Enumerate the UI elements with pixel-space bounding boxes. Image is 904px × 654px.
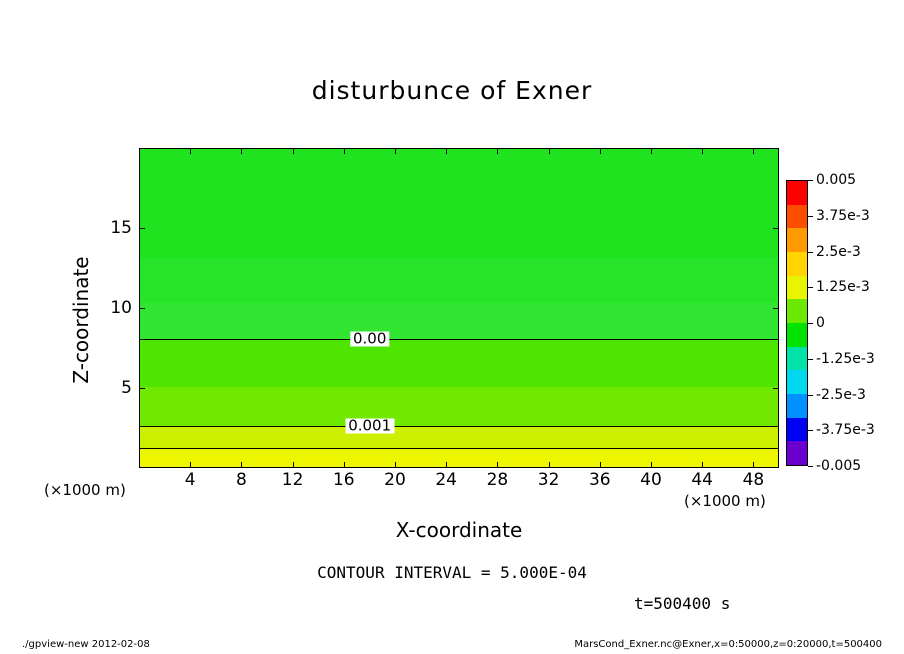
x-tick [344,462,345,468]
x-tick [446,462,447,468]
x-tick-top [190,148,191,154]
colorbar-tick [808,359,813,360]
x-tick [753,462,754,468]
x-tick-label: 28 [486,470,509,490]
footer-right-text: MarsCond_Exner.nc@Exner,x=0:50000,z=0:20000,t=500400 [574,639,882,650]
heatmap-field [140,149,778,467]
x-axis-unit: (×1000 m) [684,492,766,510]
x-tick-top [395,148,396,154]
contour-label: 0.00 [350,332,389,347]
colorbar-segment [787,181,807,205]
colorbar-segment [787,276,807,300]
x-tick [600,462,601,468]
y-tick-label: 5 [121,378,132,398]
z-axis-unit: (×1000 m) [44,481,126,499]
y-tick [139,308,145,309]
contour-line [140,448,778,449]
x-tick-label: 24 [435,470,458,490]
x-tick [549,462,550,468]
colorbar-segment [787,252,807,276]
field-band [140,258,778,303]
colorbar-segment [787,205,807,229]
y-axis-label: Z-coordinate [69,256,93,384]
colorbar-segment [787,228,807,252]
chart-title: disturbunce of Exner [311,76,593,105]
colorbar-segment [787,347,807,371]
colorbar-segment [787,441,807,465]
y-tick-right [773,388,779,389]
colorbar-segment [787,370,807,394]
x-tick-top [293,148,294,154]
field-band [140,448,778,468]
x-axis-label: X-coordinate [395,518,523,542]
x-tick-top [702,148,703,154]
y-tick-right [773,308,779,309]
x-tick-top [600,148,601,154]
contour-label: 0.001 [345,418,394,433]
x-tick-label: 32 [537,470,560,490]
x-tick [497,462,498,468]
x-tick [702,462,703,468]
x-tick-label: 36 [588,470,611,490]
colorbar-tick-label: 0 [816,315,825,331]
colorbar-segment [787,418,807,442]
colorbar-tick [808,395,813,396]
x-tick-top [651,148,652,154]
x-tick [293,462,294,468]
y-tick-label: 15 [110,218,132,238]
colorbar-segment [787,323,807,347]
x-tick-label: 12 [281,470,304,490]
field-band [140,303,778,340]
time-label: t=500400 s [634,594,731,613]
colorbar-tick [808,216,813,217]
y-tick-label: 10 [110,298,132,318]
colorbar-tick [808,430,813,431]
x-tick-label: 48 [742,470,765,490]
colorbar-segment [787,299,807,323]
x-tick-top [344,148,345,154]
field-band [140,149,778,258]
x-tick-top [549,148,550,154]
x-tick-label: 4 [184,470,196,490]
x-tick-label: 16 [332,470,355,490]
colorbar-tick-label: 1.25e-3 [816,279,870,296]
field-band [140,339,778,387]
colorbar-tick-label: 0.005 [816,172,857,188]
colorbar-segment [787,394,807,418]
colorbar-tick-label: -3.75e-3 [816,422,875,439]
x-tick-top [241,148,242,154]
colorbar-tick-label: -2.5e-3 [816,386,866,403]
y-tick-right [773,228,779,229]
colorbar-tick [808,323,813,324]
x-tick [395,462,396,468]
x-tick [651,462,652,468]
colorbar-tick-label: 2.5e-3 [816,243,861,260]
x-tick-label: 44 [691,470,714,490]
x-tick-label: 40 [640,470,662,490]
colorbar-tick [808,252,813,253]
x-tick [190,462,191,468]
field-band [140,387,778,425]
colorbar-tick-label: -0.005 [816,458,862,474]
colorbar [786,180,808,466]
field-band [140,426,778,448]
plot-area [139,148,779,468]
x-tick-label: 20 [384,470,406,490]
colorbar-tick [808,287,813,288]
contour-interval-label: CONTOUR INTERVAL = 5.000E-04 [317,563,587,582]
footer-left-text: ./gpview-new 2012-02-08 [22,639,150,650]
colorbar-tick-label: 3.75e-3 [816,207,870,224]
y-tick [139,388,145,389]
x-tick-label: 8 [235,470,247,490]
colorbar-tick [808,180,813,181]
x-tick-top [497,148,498,154]
x-tick-top [753,148,754,154]
colorbar-tick [808,466,813,467]
y-tick [139,228,145,229]
colorbar-tick-label: -1.25e-3 [816,350,875,367]
contour-line [140,339,778,340]
contour-line [140,426,778,427]
x-tick [241,462,242,468]
x-tick-top [446,148,447,154]
